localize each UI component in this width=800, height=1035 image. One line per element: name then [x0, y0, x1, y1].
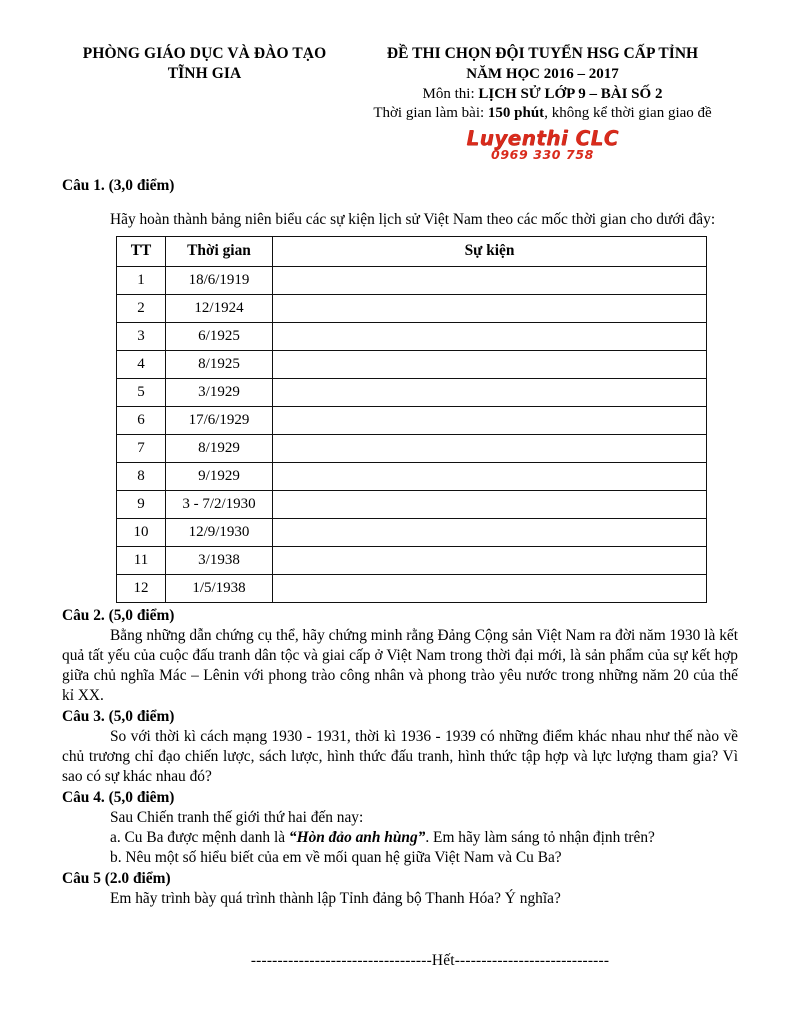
cell-event[interactable]: [273, 574, 707, 602]
cell-tt: 9: [117, 490, 166, 518]
cell-time: 6/1925: [166, 322, 273, 350]
cell-event[interactable]: [273, 490, 707, 518]
table-row: [117, 322, 707, 350]
column-header-event: Sự kiện: [273, 236, 707, 266]
cell-time: 3 - 7/2/1930: [166, 490, 273, 518]
document-header: [0, 0, 800, 162]
exam-title: ĐỀ THI CHỌN ĐỘI TUYỂN HSG CẤP TỈNH: [386, 45, 699, 62]
cell-tt: 4: [117, 350, 166, 378]
table-row: [117, 266, 707, 294]
table-row: [117, 462, 707, 490]
logo-brand-name: Luyenthi CLC: [466, 126, 619, 151]
cell-tt: 11: [117, 546, 166, 574]
cell-tt: 3: [117, 322, 166, 350]
item-a-text-before: a. Cu Ba được mệnh danh là: [110, 829, 289, 847]
authority-line-1: PHÒNG GIÁO DỤC VÀ ĐÀO TẠO: [82, 45, 327, 62]
cell-tt: 6: [117, 406, 166, 434]
item-a-text-after: . Em hãy làm sáng tỏ nhận định trên?: [425, 829, 655, 847]
cell-event[interactable]: [273, 322, 707, 350]
table-row: [117, 378, 707, 406]
cell-tt: 5: [117, 378, 166, 406]
subject-value: LỊCH SỬ LỚP 9 – BÀI SỐ 2: [478, 85, 663, 102]
cell-tt: 12: [117, 574, 166, 602]
cell-tt: 8: [117, 462, 166, 490]
document-body: [0, 176, 800, 971]
table-row: [117, 406, 707, 434]
cell-time: 1/5/1938: [166, 574, 273, 602]
table-row: [117, 574, 707, 602]
authority-line-2: TĨNH GIA: [167, 65, 242, 83]
logo-phone-number: 0969 330 758: [491, 147, 594, 163]
table-row: [117, 350, 707, 378]
question-1-heading: Câu 1. (3,0 điểm): [62, 176, 175, 194]
cell-tt: 7: [117, 434, 166, 462]
question-3-body: So với thời kì cách mạng 1930 - 1931, thời kì 1936 - 1939 có những điểm khác nhau như thế nào về chủ trương chỉ đạo chiến lược, sách lược, hình thức đấu tranh, hình thức tập hợp và lực lượng tham gia? Vì sao có sự khác nhau đó?: [62, 728, 738, 786]
duration-suffix: , không kể thời gian giao đề: [544, 105, 712, 122]
cell-time: 12/9/1930: [166, 518, 273, 546]
column-header-time: Thời gian: [166, 236, 273, 266]
cell-event[interactable]: [273, 518, 707, 546]
cell-time: 12/1924: [166, 294, 273, 322]
question-3-heading: Câu 3. (5,0 điểm): [62, 708, 175, 726]
cell-time: 8/1925: [166, 350, 273, 378]
timeline-table: [116, 236, 707, 603]
duration-value: 150 phút: [487, 105, 545, 122]
subject-label: Môn thi:: [422, 85, 479, 102]
duration-line: [347, 104, 738, 124]
cell-tt: 2: [117, 294, 166, 322]
cell-event[interactable]: [273, 434, 707, 462]
question-5-body: Em hãy trình bày quá trình thành lập Tỉnh đảng bộ Thanh Hóa? Ý nghĩa?: [110, 890, 561, 908]
question-5-heading: Câu 5 (2.0 điểm): [62, 870, 171, 888]
cell-event[interactable]: [273, 546, 707, 574]
table-row: [117, 434, 707, 462]
question-4-heading: Câu 4. (5,0 điêm): [62, 789, 175, 807]
table-row: [117, 490, 707, 518]
issuing-authority: [62, 44, 347, 84]
cell-time: 9/1929: [166, 462, 273, 490]
cell-tt: 1: [117, 266, 166, 294]
cell-event[interactable]: [273, 406, 707, 434]
column-header-tt: TT: [117, 236, 166, 266]
duration-label: Thời gian làm bài:: [373, 105, 488, 122]
watermark-logo: [347, 128, 738, 162]
cell-tt: 10: [117, 518, 166, 546]
question-4-item-b: b. Nêu một số hiểu biết của em về mối quan hệ giữa Việt Nam và Cu Ba?: [110, 849, 562, 867]
item-a-quoted-phrase: “Hòn đảo anh hùng”: [288, 829, 426, 847]
end-of-paper-marker: ----------------------------------Hết-----------------------------: [250, 952, 610, 970]
cell-event[interactable]: [273, 462, 707, 490]
question-2-heading: Câu 2. (5,0 điểm): [62, 606, 175, 624]
table-row: [117, 546, 707, 574]
timeline-table-body: [117, 266, 707, 602]
cell-time: 17/6/1929: [166, 406, 273, 434]
question-1-prompt: Hãy hoàn thành bảng niên biểu các sự kiện lịch sử Việt Nam theo các mốc thời gian cho dưới đây:: [110, 210, 716, 228]
cell-event[interactable]: [273, 266, 707, 294]
subject-line: [347, 85, 738, 105]
table-row: [117, 294, 707, 322]
cell-event[interactable]: [273, 378, 707, 406]
question-2-body: Bằng những dẫn chứng cụ thể, hãy chứng minh rằng Đảng Cộng sản Việt Nam ra đời năm 1930 là kết quả tất yếu của cuộc đấu tranh dân tộc và giai cấp ở Việt Nam trong thời đại mới, là sản phẩm của sự kết hợp giữa chủ nghĩa Mác – Lênin với phong trào công nhân và phong trào yêu nước trong những năm 20 của thế kỉ XX.: [62, 626, 738, 705]
cell-time: 8/1929: [166, 434, 273, 462]
cell-time: 3/1929: [166, 378, 273, 406]
cell-time: 18/6/1919: [166, 266, 273, 294]
cell-time: 3/1938: [166, 546, 273, 574]
table-header-row: [117, 236, 707, 266]
cell-event[interactable]: [273, 294, 707, 322]
school-year: NĂM HỌC 2016 – 2017: [466, 65, 619, 82]
cell-event[interactable]: [273, 350, 707, 378]
table-row: [117, 518, 707, 546]
timeline-table-wrapper: [62, 236, 738, 603]
question-4-item-a: [62, 828, 738, 848]
exam-title-block: [347, 44, 738, 162]
question-4-intro: Sau Chiến tranh thế giới thứ hai đến nay:: [110, 809, 364, 827]
